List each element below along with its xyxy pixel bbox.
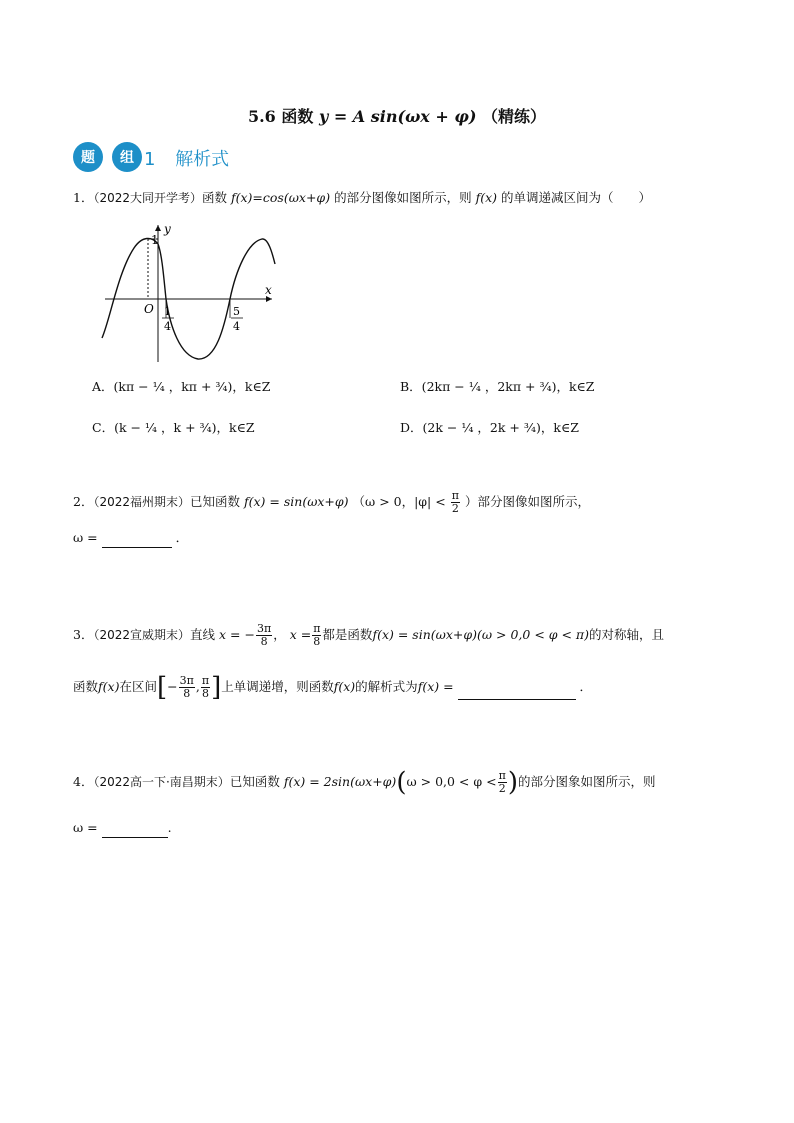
cosine-graph bbox=[100, 220, 280, 365]
y-axis-arrow bbox=[155, 225, 161, 231]
interval-sign: − bbox=[167, 679, 178, 694]
answer-label: ω = bbox=[73, 820, 98, 835]
question-3-line2: 函数f(x)在区间[− $\frac{3\pi}{8}$ , $\frac{\pi}{8}$ ]上单调递增，则函数f(x)的解析式为f(x) = ． bbox=[73, 672, 593, 703]
option-c[interactable]: C．(k − ¼ ，k + ¾)，k∈Z bbox=[92, 420, 255, 435]
question-text: 直线 bbox=[190, 627, 216, 642]
question-text: 已知函数 bbox=[229, 774, 280, 789]
fraction: $\frac{3\pi}{8}$ bbox=[256, 622, 272, 648]
title-prefix: 5.6 函数 bbox=[247, 107, 314, 126]
badge-text-2: 组 bbox=[120, 150, 134, 166]
question-condition: ω > 0,0 < φ < bbox=[406, 774, 497, 789]
fraction: $\frac{\pi}{2}$ bbox=[451, 489, 459, 515]
question-text: 的解析式为 bbox=[355, 679, 418, 694]
answer-end: ． bbox=[579, 679, 593, 694]
group-badge-zu bbox=[112, 142, 142, 172]
fraction: $\frac{\pi}{2}$ bbox=[498, 769, 506, 795]
answer-line-2 bbox=[73, 528, 188, 548]
answer-end: . bbox=[167, 820, 172, 835]
question-text: ）部分图像如图所示， bbox=[464, 494, 590, 509]
question-4 bbox=[73, 767, 656, 798]
badge-text-1: 题 bbox=[81, 150, 95, 166]
question-2 bbox=[73, 490, 590, 515]
question-source: （2022福州期末） bbox=[93, 495, 190, 509]
question-formula: f(x) bbox=[333, 679, 356, 694]
question-3 bbox=[73, 623, 664, 648]
answer-label: ω = bbox=[73, 530, 98, 545]
question-source: （2022宣威期末） bbox=[93, 628, 190, 642]
question-text: 的单调递减区间为（ ） bbox=[500, 190, 651, 205]
separator: ， bbox=[273, 627, 286, 642]
group-heading bbox=[144, 145, 229, 171]
answer-blank[interactable] bbox=[102, 823, 168, 838]
answer-label: f(x) = bbox=[417, 679, 454, 694]
answer-line-4 bbox=[73, 818, 172, 838]
answer-blank[interactable] bbox=[102, 533, 172, 548]
line-eq: x = − bbox=[219, 627, 255, 642]
bracket-left: [ bbox=[156, 672, 168, 703]
question-text: 已知函数 bbox=[190, 494, 241, 509]
y-label: y bbox=[164, 222, 171, 236]
question-condition: （ω > 0，|φ| < bbox=[352, 494, 446, 509]
x-label: x bbox=[265, 283, 272, 297]
question-text: 在区间 bbox=[119, 679, 157, 694]
origin-label: O bbox=[144, 302, 154, 316]
answer-blank[interactable] bbox=[458, 685, 576, 700]
question-1 bbox=[73, 188, 651, 208]
question-formula: f(x) bbox=[475, 190, 497, 205]
question-text: 函数 bbox=[73, 679, 99, 694]
question-number: 3． bbox=[73, 627, 94, 642]
tick2-den: 4 bbox=[233, 320, 240, 333]
peak-label: 1 bbox=[151, 233, 159, 247]
option-d[interactable]: D．(2k − ¼ ，2k + ¾)，k∈Z bbox=[400, 420, 579, 435]
paren-left: ( bbox=[396, 767, 407, 798]
question-number: 4． bbox=[73, 774, 94, 789]
title-formula: y = A sin(ωx + φ) bbox=[318, 107, 477, 126]
option-b[interactable]: B．(2kπ − ¼ ，2kπ + ¾)，k∈Z bbox=[400, 379, 595, 394]
question-formula: f(x)=cos(ωx+φ) bbox=[231, 190, 331, 205]
question-formula: f(x) = sin(ωx+φ)(ω > 0,0 < φ < π) bbox=[372, 627, 590, 642]
group-badge-ti bbox=[73, 142, 103, 172]
line-eq: x = bbox=[289, 627, 312, 642]
question-text: 都是函数 bbox=[322, 627, 373, 642]
fraction: $\frac{\pi}{8}$ bbox=[201, 674, 210, 700]
tick2-num: 5 bbox=[233, 305, 240, 318]
question-formula: f(x) = 2sin(ωx+φ) bbox=[283, 774, 397, 789]
question-text: 上单调递增，则函数 bbox=[221, 679, 334, 694]
question-text: 的部分图象如图所示，则 bbox=[517, 774, 656, 789]
option-a[interactable]: A．(kπ − ¼ ，kπ + ¾)，k∈Z bbox=[92, 379, 271, 394]
question-number: 1． bbox=[73, 190, 94, 205]
tick1-den: 4 bbox=[164, 320, 171, 333]
question-formula: f(x) bbox=[98, 679, 120, 694]
page-title bbox=[0, 104, 794, 127]
question-number: 2． bbox=[73, 494, 94, 509]
fraction: $\frac{3\pi}{8}$ bbox=[179, 674, 194, 700]
question-formula: f(x) = sin(ωx+φ) bbox=[244, 494, 349, 509]
question-text: 的部分图像如图所示，则 bbox=[334, 190, 472, 205]
question-text: 函数 bbox=[202, 190, 228, 205]
answer-end: ． bbox=[175, 530, 189, 545]
tick1-num: 1 bbox=[164, 305, 171, 318]
paren-right: ) bbox=[507, 767, 518, 798]
group-number: 1 bbox=[144, 149, 156, 170]
question-source: （2022高一下·南昌期末） bbox=[93, 775, 230, 789]
title-suffix: （精练） bbox=[482, 107, 547, 126]
question-source: （2022大同开学考） bbox=[93, 191, 202, 205]
fraction: $\frac{\pi}{8}$ bbox=[313, 622, 321, 648]
group-label: 解析式 bbox=[175, 149, 230, 170]
question-text: 的对称轴，且 bbox=[589, 627, 665, 642]
bracket-right: ] bbox=[211, 672, 222, 703]
